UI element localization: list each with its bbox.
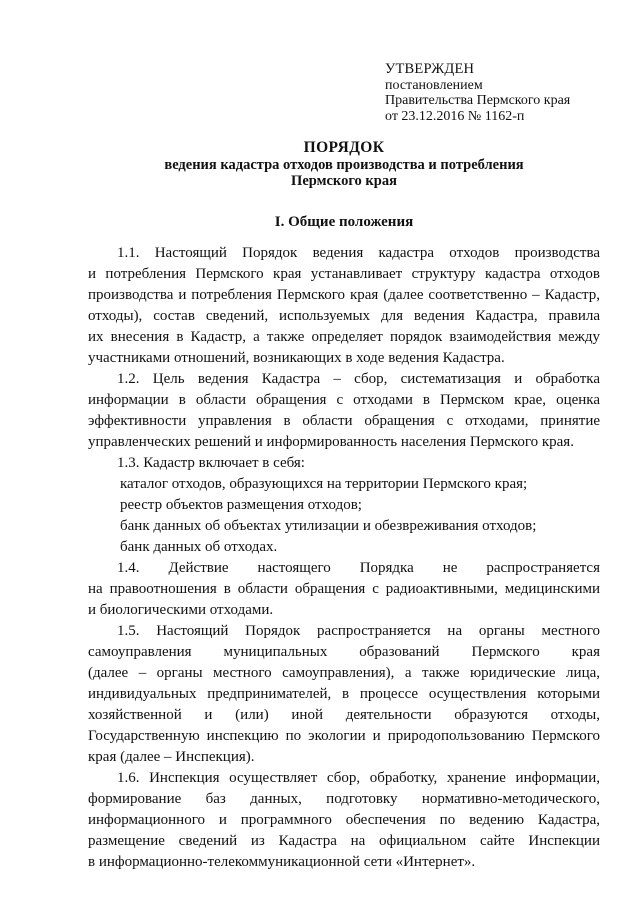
paragraph-line: хозяйственной и (или) иной деятельности образуются отходы, <box>88 707 600 723</box>
document-title: ПОРЯДОК <box>303 139 385 156</box>
paragraph-line: информации в области обращения с отходами в Пермском крае, оценка <box>88 392 600 408</box>
subtitle-line: Пермского края <box>291 173 397 189</box>
paragraph-line: информационного и программного обеспечения по ведению Кадастра, <box>88 812 600 828</box>
list-item: каталог отходов, образующихся на территории Пермского края; <box>120 476 528 492</box>
section-heading: I. Общие положения <box>274 214 414 230</box>
paragraph-line: производства и потребления Пермского края (далее соответственно – Кадастр, <box>88 287 600 303</box>
approval-line: от 23.12.2016 № 1162-п <box>385 108 525 124</box>
list-item: реестр объектов размещения отходов; <box>120 497 362 513</box>
paragraph-line: Государственную инспекцию по экологии и природопользованию Пермского <box>88 728 600 744</box>
paragraph-line: самоуправления муниципальных образований Пермского края <box>88 644 600 660</box>
paragraph-line: 1.3. Кадастр включает в себя: <box>117 455 305 471</box>
approval-line: Правительства Пермского края <box>385 93 571 108</box>
paragraph-line: их внесения в Кадастр, а также определяет порядок взаимодействия между <box>88 329 600 345</box>
paragraph-line: 1.2. Цель ведения Кадастра – сбор, систематизация и обработка <box>117 371 600 387</box>
paragraph-line: 1.1. Настоящий Порядок ведения кадастра отходов производства <box>117 245 600 261</box>
paragraph-line: эффективности управления в области обращения с отходами, принятие <box>88 413 600 429</box>
paragraph-line: размещение сведений из Кадастра на официальном сайте Инспекции <box>88 833 600 849</box>
paragraph-line: и биологическими отходами. <box>88 602 274 618</box>
paragraph-line: края (далее – Инспекция). <box>88 749 255 765</box>
paragraph-line: 1.4. Действие настоящего Порядка не распространяется <box>117 560 600 576</box>
paragraph-line: и потребления Пермского края устанавливает структуру кадастра отходов <box>88 266 600 282</box>
approval-line: постановлением <box>385 77 483 93</box>
paragraph-line: 1.6. Инспекция осуществляет сбор, обработку, хранение информации, <box>117 770 600 786</box>
paragraph-line: (далее – органы местного самоуправления), а также юридические лица, <box>88 665 600 681</box>
paragraph-line: в информационно-телекоммуникационной сети «Интернет». <box>88 854 476 870</box>
list-item: банк данных об объектах утилизации и обезвреживания отходов; <box>120 518 537 534</box>
approval-stamp <box>385 62 570 124</box>
document-subtitle <box>88 157 600 189</box>
paragraph-line: формирование баз данных, подготовку нормативно-методического, <box>88 791 600 807</box>
paragraph-line: 1.5. Настоящий Порядок распространяется на органы местного <box>117 623 600 639</box>
paragraph-line: участниками отношений, возникающих в ходе ведения Кадастра. <box>88 350 505 366</box>
paragraph-line: управленческих решений и информированность населения Пермского края. <box>88 434 574 450</box>
paragraph-line: отходы), состав сведений, используемых для ведения Кадастра, правила <box>88 308 600 324</box>
subtitle-line: ведения кадастра отходов производства и потребления <box>164 157 524 173</box>
list-item: банк данных об отходах. <box>120 539 278 555</box>
approval-title: УТВЕРЖДЕН <box>385 61 475 77</box>
paragraph-line: на правоотношения в области обращения с радиоактивными, медицинскими <box>88 581 600 597</box>
paragraph-line: индивидуальных предпринимателей, в процессе осуществления которыми <box>88 686 600 702</box>
